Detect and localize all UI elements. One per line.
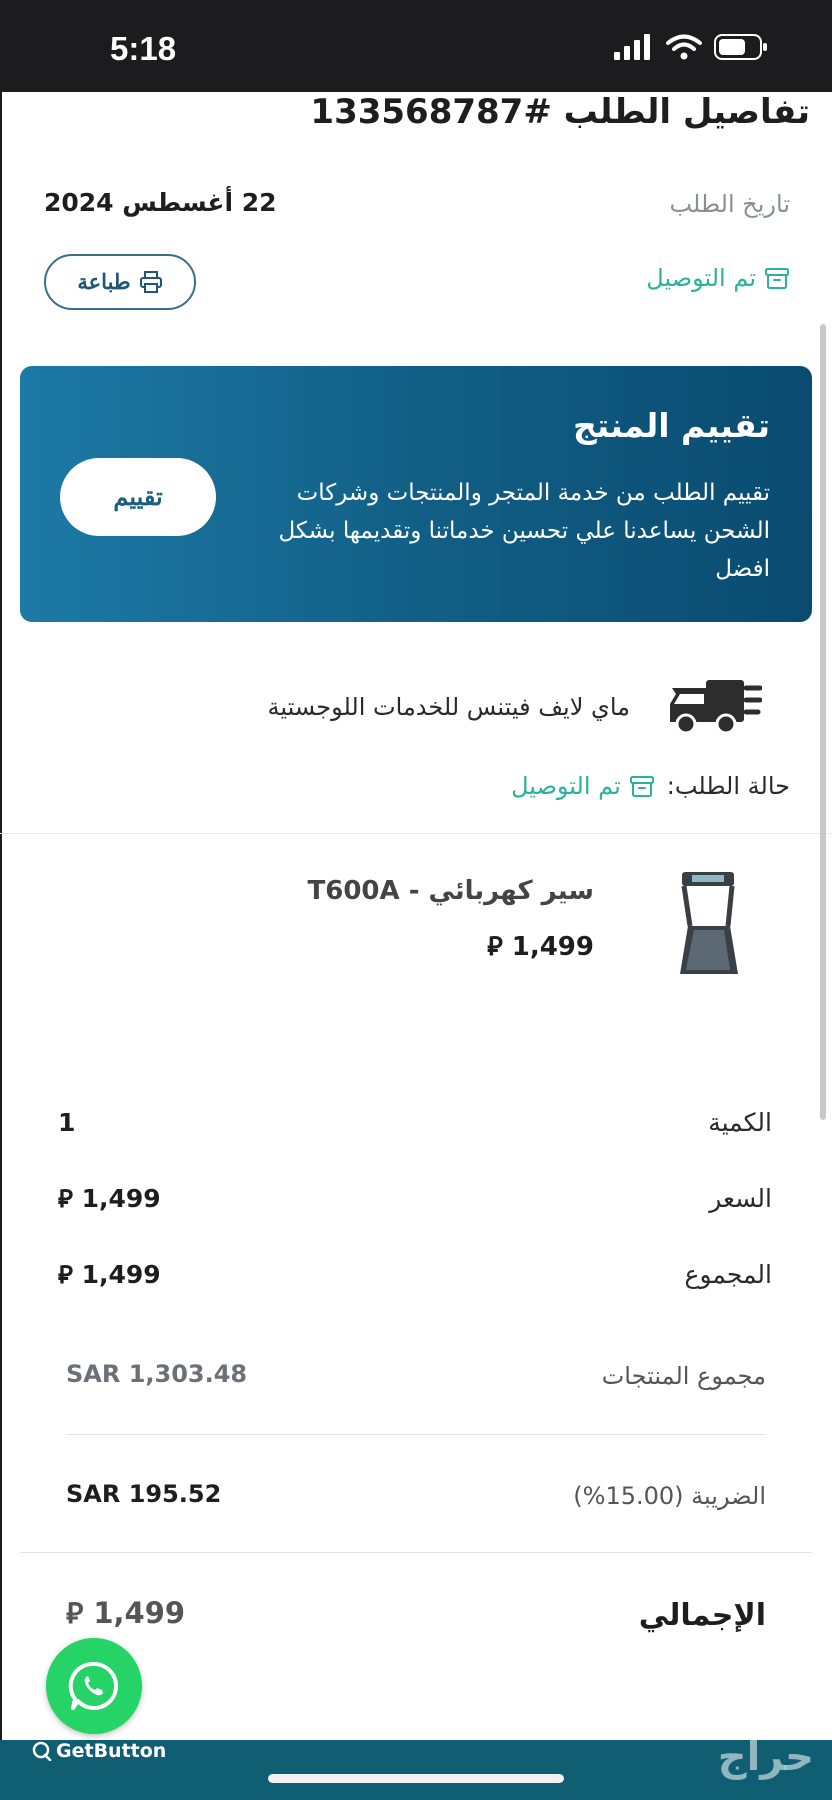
products-total-value: SAR 1,303.48 bbox=[66, 1360, 248, 1388]
price-value: 1,499 ⃁ bbox=[58, 1184, 161, 1213]
rating-card bbox=[20, 366, 812, 622]
print-button-label: طباعة bbox=[77, 270, 131, 294]
treadmill-product-image[interactable] bbox=[672, 868, 744, 978]
printer-icon bbox=[139, 271, 163, 293]
order-status-row bbox=[511, 772, 790, 800]
delivery-status-badge bbox=[646, 264, 790, 292]
divider bbox=[20, 1552, 812, 1553]
shipping-company-name: ماي لايف فيتنس للخدمات اللوجستية bbox=[267, 693, 630, 721]
box-icon bbox=[764, 266, 790, 290]
tax-label: الضريبة (15.00%) bbox=[573, 1482, 766, 1510]
subtotal-label: المجموع bbox=[684, 1260, 772, 1289]
status-bar bbox=[0, 0, 832, 92]
order-date-label: تاريخ الطلب bbox=[669, 190, 790, 218]
order-date-value: 22 أغسطس 2024 bbox=[44, 188, 277, 217]
status-icons bbox=[614, 34, 768, 60]
divider bbox=[0, 833, 832, 834]
wifi-icon bbox=[666, 34, 702, 60]
quantity-label: الكمية bbox=[708, 1108, 772, 1137]
signal-icon bbox=[614, 34, 654, 60]
rating-title: تقييم المنتج bbox=[572, 406, 770, 445]
rating-description: تقييم الطلب من خدمة المتجر والمنتجات وشركات الشحن يساعدنا علي تحسين خدماتنا وتقديمها بشكل افضل bbox=[278, 480, 770, 582]
tax-value: SAR 195.52 bbox=[66, 1480, 222, 1508]
whatsapp-button[interactable] bbox=[46, 1638, 142, 1734]
page-title: تفاصيل الطلب #133568787 bbox=[310, 92, 810, 132]
chat-bubble-icon bbox=[32, 1741, 52, 1761]
getbutton-label: GetButton bbox=[56, 1740, 167, 1762]
subtotal-value: 1,499 ⃁ bbox=[58, 1260, 161, 1289]
order-status-text: تم التوصيل bbox=[511, 772, 621, 800]
quantity-value: 1 bbox=[58, 1108, 76, 1137]
grand-total-label: الإجمالي bbox=[638, 1598, 766, 1633]
whatsapp-icon bbox=[66, 1658, 122, 1714]
battery-icon bbox=[714, 34, 768, 60]
delivery-truck-icon bbox=[666, 674, 762, 740]
divider bbox=[66, 1434, 766, 1435]
rate-button[interactable]: تقييم bbox=[60, 458, 216, 536]
delivery-status-text: تم التوصيل bbox=[646, 264, 756, 292]
product-price: 1,499 ⃁ bbox=[487, 932, 594, 962]
order-status-label: حالة الطلب: bbox=[666, 772, 790, 800]
status-time: 5:18 bbox=[110, 30, 177, 67]
print-button[interactable] bbox=[44, 254, 196, 310]
home-indicator[interactable] bbox=[268, 1774, 564, 1783]
box-icon bbox=[629, 774, 655, 798]
order-details-page bbox=[0, 92, 832, 1800]
getbutton-badge[interactable] bbox=[32, 1740, 166, 1762]
products-total-label: مجموع المنتجات bbox=[601, 1362, 766, 1390]
product-name[interactable]: سير كهربائي - T600A bbox=[307, 876, 594, 906]
grand-total-value: 1,499 ⃁ bbox=[66, 1596, 186, 1630]
shipping-company-row bbox=[267, 674, 762, 740]
price-label: السعر bbox=[709, 1184, 772, 1213]
order-status-value bbox=[511, 772, 655, 800]
watermark: حراج bbox=[717, 1734, 814, 1780]
scrollbar-thumb[interactable] bbox=[820, 324, 826, 1120]
screen-edge bbox=[0, 92, 2, 1800]
